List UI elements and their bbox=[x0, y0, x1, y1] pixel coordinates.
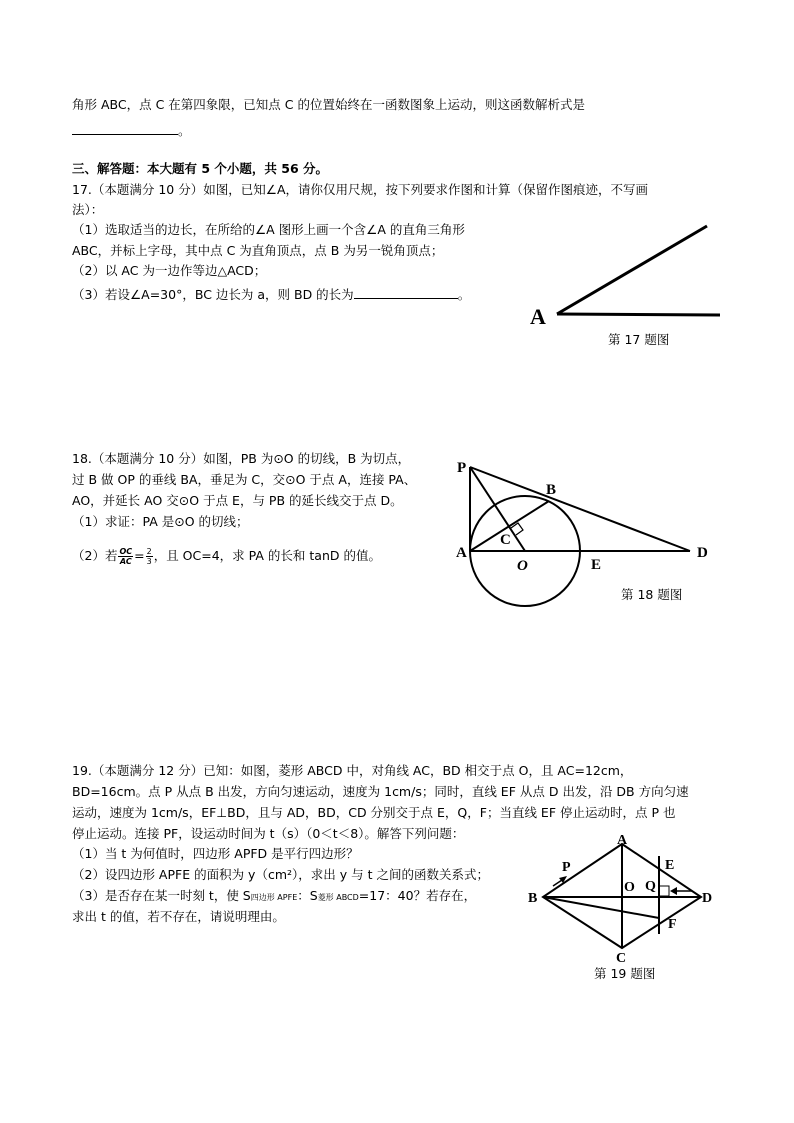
q18-line-5 bbox=[72, 545, 381, 567]
subscript-abcd: 菱形 ABCD bbox=[317, 893, 359, 902]
label-e: E bbox=[591, 557, 602, 573]
label-b: B bbox=[546, 482, 557, 498]
q19-line-7 bbox=[72, 887, 476, 907]
q17-caption: 第 17 题图 bbox=[608, 332, 670, 347]
q19-line-4: 停止运动。连接 PF，设运动时间为 t（s）（0＜t＜8）。解答下列问题： bbox=[72, 826, 465, 841]
q18-circle-figure bbox=[450, 455, 725, 615]
q19-line-6: （2）设四边形 APFE 的面积为 y（cm²），求出 y 与 t 之间的函数关系式； bbox=[72, 867, 489, 882]
intro-line-2 bbox=[72, 120, 191, 140]
q17-line-1: 17.（本题满分 10 分）如图，已知∠A，请你仅用尺规，按下列要求作图和计算（保留作图痕迹，不写画 bbox=[72, 182, 648, 197]
label-c: C bbox=[500, 532, 511, 548]
label-d: D bbox=[702, 891, 713, 906]
q19-line-2: BD=16cm。点 P 从点 B 出发，方向匀速运动，速度为 1cm/s；同时，直线 EF 从点 D 出发，沿 DB 方向匀速 bbox=[72, 784, 689, 799]
q17-line-6-start: （3）若设∠A=30°，BC 边长为 a，则 BD 的长为 bbox=[72, 287, 354, 302]
q17-line-5: （2）以 AC 为一边作等边△ACD； bbox=[72, 263, 267, 278]
q19-caption: 第 19 题图 bbox=[594, 966, 656, 981]
q19-line-1: 19.（本题满分 12 分）已知：如图，菱形 ABCD 中，对角线 AC，BD 相交于点 O，且 AC=12cm， bbox=[72, 763, 633, 778]
fraction-oc-ac: $\frac{OC}{AC}$ bbox=[119, 547, 133, 566]
q17-line-4: ABC，并标上字母，其中点 C 为直角顶点，点 B 为另一锐角顶点； bbox=[72, 243, 444, 258]
angle-ray-lower bbox=[557, 314, 720, 315]
q17-line-2: 法）： bbox=[72, 202, 104, 217]
q19-line-7-end: =17：40？若存在， bbox=[358, 888, 477, 903]
label-f: F bbox=[668, 917, 677, 932]
q17-line-3: （1）选取适当的边长，在所给的∠A 图形上画一个含∠A 的直角三角形 bbox=[72, 222, 465, 237]
arrow-q-head bbox=[670, 887, 677, 895]
label-e: E bbox=[665, 858, 675, 873]
label-b: B bbox=[528, 891, 538, 906]
fraction-two-thirds: $\frac{2}{3}$ bbox=[146, 547, 152, 566]
q19-line-3: 运动，速度为 1cm/s，EF⊥BD，且与 AD，BD，CD 分别交于点 E，Q，F；当直线 EF 停止运动时，点 P 也 bbox=[72, 805, 676, 820]
label-o: O bbox=[624, 880, 635, 895]
vertex-label-a: A bbox=[530, 304, 546, 328]
intro-line-2-end: 。 bbox=[178, 123, 191, 138]
label-o: O bbox=[517, 558, 528, 574]
q17-line-6-end: 。 bbox=[457, 287, 471, 302]
label-p: P bbox=[562, 860, 571, 875]
intro-line-1: 角形 ABC，点 C 在第四象限，已知点 C 的位置始终在一函数图象上运动，则这函数解析式是 bbox=[72, 97, 585, 112]
answer-blank bbox=[354, 284, 458, 299]
q19-rhombus-figure bbox=[525, 830, 725, 965]
q19-line-7-mid: ：S bbox=[297, 888, 318, 903]
label-a: A bbox=[456, 545, 467, 561]
subscript-apfe: 四边形 APFE bbox=[250, 893, 298, 902]
q18-line-2: 过 B 做 OP 的垂线 BA，垂足为 C，交⊙O 于点 A，连接 PA、 bbox=[72, 472, 417, 487]
q18-caption: 第 18 题图 bbox=[621, 587, 683, 602]
q18-line-4: （1）求证：PA 是⊙O 的切线； bbox=[72, 514, 249, 529]
q17-angle-figure bbox=[525, 218, 725, 328]
q18-line-5-start: （2）若 bbox=[72, 548, 118, 563]
label-a: A bbox=[617, 833, 628, 848]
q19-line-8: 求出 t 的值，若不存在，请说明理由。 bbox=[72, 909, 285, 924]
section-heading: 三、解答题：本大题有 5 个小题，共 56 分。 bbox=[72, 161, 329, 176]
q18-line-1: 18.（本题满分 10 分）如图，PB 为⊙O 的切线，B 为切点， bbox=[72, 451, 411, 466]
q19-line-5: （1）当 t 为何值时，四边形 APFD 是平行四边形？ bbox=[72, 846, 359, 861]
label-q: Q bbox=[645, 879, 656, 894]
equals-sign: = bbox=[134, 548, 145, 563]
label-c: C bbox=[616, 951, 627, 965]
segment-po bbox=[470, 467, 525, 551]
answer-blank bbox=[72, 120, 178, 135]
q18-line-5-end: ，且 OC=4，求 PA 的长和 tanD 的值。 bbox=[153, 548, 381, 563]
label-d: D bbox=[697, 545, 708, 561]
q17-line-6 bbox=[72, 284, 470, 304]
right-angle-mark bbox=[659, 886, 669, 896]
q19-line-7-start: （3）是否存在某一时刻 t，使 S bbox=[72, 888, 251, 903]
q18-line-3: AO，并延长 AO 交⊙O 于点 E，与 PB 的延长线交于点 D。 bbox=[72, 493, 403, 508]
label-p: P bbox=[457, 460, 467, 476]
angle-ray-upper bbox=[557, 226, 707, 314]
